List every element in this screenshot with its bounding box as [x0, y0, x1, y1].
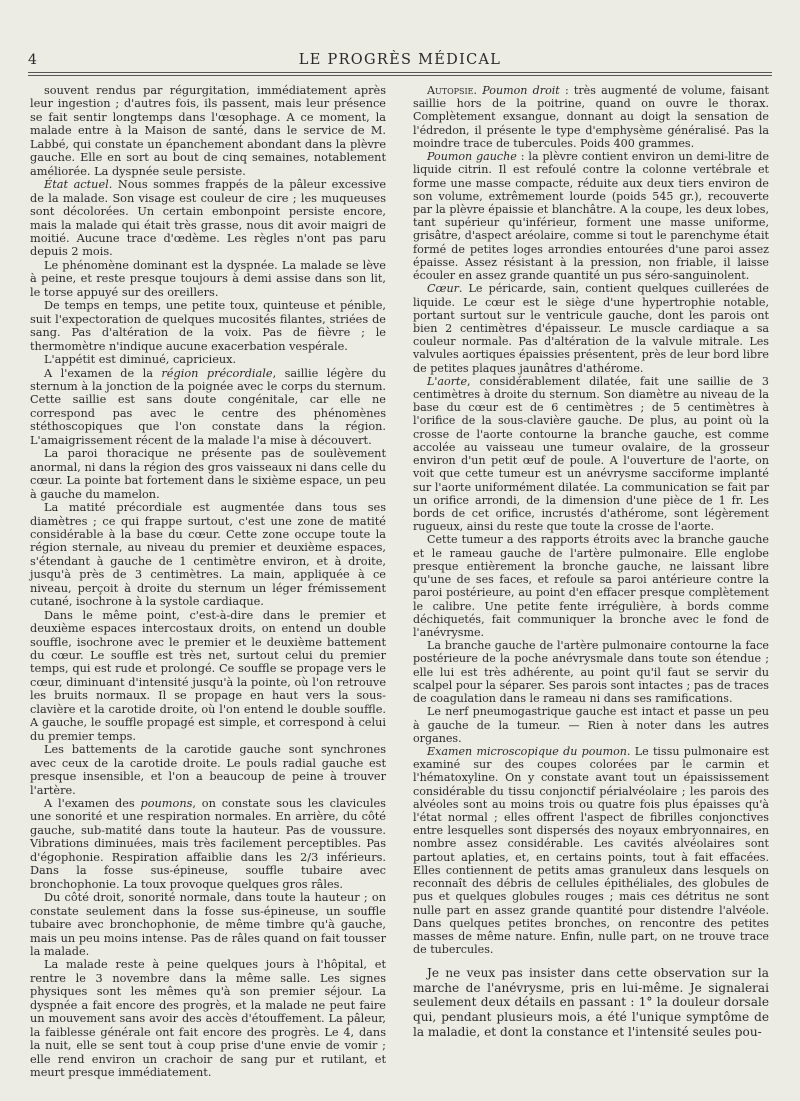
paragraph	[30, 609, 386, 744]
paragraph-text: La malade reste à peine quelques jours à l'hôpital, et rentre le 3 novembre dans la même salle. Les signes physiques sont les mêmes qu'à son premier séjour. La dyspnée a fait encore des progrès, et la malade ne peut faire un mouvement sans avoir des accès d'étouffement. La pâleur, la faiblesse générale ont fait encore des progrès. Le 4, dans la nuit, elle se sent tout à coup prise d'une envie de vomir ; elle rend environ un crachoir de sang pur et rutilant, et meurt presque immédiatement.	[30, 958, 386, 1080]
paragraph	[413, 533, 769, 639]
paragraph	[413, 282, 769, 375]
italic-term: Cœur	[427, 282, 459, 296]
paragraph-text: . Le tissu pulmonaire est examiné sur des coupes colorées par le carmin et l'hématoxyline. On y constate avant tout un épaississement considérable du tissu conjonctif périalvéolaire ; les parois des alvéoles sont au moins trois ou quatre fois plus épaisses qu'à l'état normal ; elles offrent l'aspect de fibrilles conjonctives entre lesquelles sont dispersés des noyaux embryonnaires, en nombre assez considérable. Les cavités alvéolaires sont partout aplaties, et, en certains points, tout à fait effacées. Elles contiennent de petits amas granuleux dans lesquels on reconnaît des débris de cellules épithéliales, des globules de pus et quelques globules rouges ; mais ces détritus ne sont nulle part en assez grande quantité pour distendre l'alvéole. Dans quelques petites bronches, on rencontre des petites masses de même nature. Enfin, nulle part, on ne trouve trace de tubercules.	[413, 744, 769, 957]
paragraph	[30, 447, 386, 501]
paragraph	[413, 639, 769, 705]
paragraph	[30, 797, 386, 891]
paragraph	[413, 745, 769, 957]
paragraph-text: La matité précordiale est augmentée dans tous ses diamètres ; ce qui frappe surtout, c'est une zone de matité considérable à la base du cœur. Cette zone occupe toute la région sternale, au niveau du premier et deuxième espaces, s'étendant à gauche de 1 centimètre environ, et à droite, jusqu'à près de 3 centimètres. La main, appliquée à ce niveau, perçoit à droite du sternum un léger frémissement cutané, isochrone à la systole cardiaque.	[30, 501, 386, 609]
italic-term: poumons	[140, 797, 193, 811]
italic-term: Poumon gauche	[427, 150, 517, 164]
paragraph-text: souvent rendus par régurgitation, immédiatement après leur ingestion ; d'autres fois, ils passent, mais leur présence se fait sentir longtemps dans l'œsophage. A ce moment, la malade entre à la Maison de santé, dans le service de M. Labbé, qui constate un épanchement abondant dans la plèvre gauche. Elle en sort au bout de cinq semaines, notablement améliorée. La dyspnée seule persiste.	[30, 84, 386, 178]
paragraph	[30, 743, 386, 797]
paragraph	[30, 958, 386, 1079]
italic-term: L'aorte	[427, 374, 468, 388]
paragraph	[30, 891, 386, 958]
paragraph-text: Nous sommes frappés de la pâleur excessive de la malade. Son visage est couleur de cire ; les muqueuses sont décolorées. Un certain embonpoint persiste encore, mais la malade qui était très grasse, nous dit avoir maigri de moitié. Aucune trace d'œdème. Les règles n'ont pas paru depuis 2 mois.	[30, 178, 387, 259]
paragraph-text: , saillie légère du sternum à la jonction de la poignée avec le corps du sternum. Cette saillie est sans doute congénitale, car elle ne correspond pas avec le centre des phénomènes stéthoscopiques que l'on constate dans la région. L'amaigrissement récent de la malade l'a mise à découvert.	[30, 366, 387, 447]
right-column	[413, 84, 769, 1039]
paragraph	[30, 501, 386, 609]
paragraph	[413, 375, 769, 534]
paragraph-lead-in: A l'examen des	[44, 797, 141, 811]
paragraph	[30, 353, 386, 366]
paragraph-text: Du côté droit, sonorité normale, dans toute la hauteur ; on constate seulement dans la fosse sus-épineuse, un souffle tubaire avec bronchophonie, de même timbre qu'à gauche, mais un peu moins intense. Pas de râles quand on fait tousser la malade.	[30, 891, 386, 958]
paragraph-text: De temps en temps, une petite toux, quinteuse et pénible, suit l'expectoration de quelques mucosités filantes, striées de sang. Pas d'altération de la voix. Pas de fièvre ; le thermomètre n'indique aucune exacerbation vespérale.	[30, 299, 386, 353]
paragraph	[30, 299, 386, 353]
italic-term: Poumon droit	[482, 84, 560, 97]
page-header	[28, 52, 772, 74]
paragraph	[413, 966, 769, 1039]
paragraph	[413, 150, 769, 282]
paragraph-text: Cette tumeur a des rapports étroits avec la branche gauche et le rameau gauche de l'artère pulmonaire. Elle englobe presque entièrement la bronche gauche, ne laissant libre qu'une de ses faces, et refoule sa paroi antérieure contre la paroi postérieure, au point d'en effacer presque complètement le calibre. Une petite fente irrégulière, à bords comme déchiquetés, fait communiquer la bronche avec le fond de l'anévrysme.	[413, 533, 769, 639]
paragraph-text: : la plèvre contient environ un demi-litre de liquide citrin. Il est refoulé contre la colonne vertébrale et forme une masse compacte, réduite aux deux tiers environ de son volume, extrêmement lourde (poids 545 gr.), recouverte par la plèvre épaissie et blanchâtre. A la coupe, les deux lobes, tant supérieur qu'inférieur, forment une masse uniforme, grisâtre, d'aspect aréolaire, comme si tout le parenchyme était formé de petites loges arrondies entourées d'une paroi assez épaisse. Assez résistant à la pression, non friable, il laisse écouler en assez grande quantité un pus séro-sanguinolent.	[413, 150, 770, 283]
paragraph-text: La branche gauche de l'artère pulmonaire contourne la face postérieure de la poche anévrysmale dans toute son étendue ; elle lui est très adhérente, au point qu'il faut se servir du scalpel pour la séparer. Ses parois sont intactes ; pas de traces de coagulation dans le rameau ni dans ses ramifications.	[413, 639, 769, 706]
paragraph	[30, 84, 386, 178]
paragraph-text: Dans le même point, c'est-à-dire dans le premier et deuxième espaces intercostaux droits, on entend un double souffle, isochrone avec le premier et le deuxième battement du cœur. Le souffle est très net, surtout celui du premier temps, qui est rude et prolongé. Ce souffle se propage vers le cœur, diminuant d'intensité jusqu'à la pointe, où l'on retrouve les bruits normaux. Il se propage en haut vers la sous-clavière et la carotide droite, où l'on entend le double souffle. A gauche, le souffle propagé est simple, et correspond à celui du premier temps.	[30, 608, 386, 743]
left-column	[30, 84, 386, 1080]
page-number: 4	[28, 52, 37, 68]
journal-title: LE PROGRÈS MÉDICAL	[298, 52, 502, 68]
italic-term: Examen microscopique du poumon	[427, 744, 627, 758]
paragraph	[413, 705, 769, 745]
paragraph-text: : très augmenté de volume, faisant saillie hors de la poitrine, quand on ouvre le thorax. Complètement exsangue, donnant au doigt la sensation de l'édredon, il présente le type d'emphysème généralisé. Pas la moindre trace de tubercules. Poids 400 grammes.	[413, 84, 769, 150]
paragraph-text: . Le péricarde, sain, contient quelques cuillerées de liquide. Le cœur est le siège d'une hypertrophie notable, portant surtout sur le ventricule gauche, dont les parois ont bien 2 centimètres d'épaisseur. Le muscle cardiaque a sa couleur normale. Pas d'altération de la valvule mitrale. Les valvules aortiques épaissies présentent, près de leur bord libre de petites plaques jaunâtres d'athérome.	[413, 282, 769, 375]
paragraph-lead-in: A l'examen de la	[44, 366, 162, 380]
paragraph-text: , on constate sous les clavicules une sonorité et une respiration normales. En arrière, du côté gauche, sub-matité dans toute la hauteur. Pas de voussure. Vibrations diminuées, mais très facilement perceptibles. Pas d'égophonie. Respiration affaiblie dans les 2/3 inférieurs. Dans la fosse sus-épineuse, souffle tubaire avec bronchophonie. La toux provoque quelques gros râles.	[30, 797, 386, 891]
paragraph-text: Je ne veux pas insister dans cette observation sur la marche de l'anévrysme, pris en lui-même. Je signalerai seulement deux détails en passant : 1° la douleur dorsale qui, pendant plusieurs mois, a été l'unique symptôme de la maladie, et dont la constance et l'intensité seules pou-	[413, 966, 769, 1039]
paragraph	[30, 367, 386, 448]
paragraph	[413, 84, 769, 150]
paragraph-text: Le nerf pneumogastrique gauche est intact et passe un peu à gauche de la tumeur. — Rien à noter dans les autres organes.	[413, 705, 769, 745]
paragraph-text: L'appétit est diminué, capricieux.	[44, 353, 237, 367]
paragraph-text: , considérablement dilatée, fait une saillie de 3 centimètres à droite du sternum. Son diamètre au niveau de la base du cœur est de 6 centimètres ; de 5 centimètres à l'orifice de la sous-clavière gauche. De plus, au point où la crosse de l'aorte contourne la branche gauche, est comme accolée au vaisseau une tumeur ovalaire, de la grosseur environ d'un petit œuf de poule. A l'ouverture de l'aorte, on voit que cette tumeur est un anévrysme sacciforme implanté sur l'aorte uniformément dilatée. La communication se fait par un orifice arrondi, de la dimension d'une pièce de 1 fr. Les bords de cet orifice, incrustés d'athérome, sont légèrement rugueux, ainsi du reste que toute la crosse de l'aorte.	[413, 374, 769, 534]
paragraph-text: La paroi thoracique ne présente pas de soulèvement anormal, ni dans la région des gros vaisseaux ni dans celle du cœur. La pointe bat fortement dans le sixième espace, un peu à gauche du mamelon.	[30, 447, 386, 501]
paragraph	[30, 259, 386, 299]
section-lead: État actuel.	[44, 178, 113, 192]
paragraph-text: Les battements de la carotide gauche sont synchrones avec ceux de la carotide droite. Le pouls radial gauche est presque insensible, et l'on a beaucoup de peine à trouver l'artère.	[30, 743, 386, 797]
italic-term: région précordiale	[161, 366, 273, 380]
paragraph	[30, 178, 386, 259]
paragraph-text: Le phénomène dominant est la dyspnée. La malade se lève à peine, et reste presque toujours à demi assise dans son lit, le torse appuyé sur des oreillers.	[30, 258, 386, 299]
section-lead: Autopsie.	[427, 84, 478, 97]
header-rule	[28, 72, 772, 76]
